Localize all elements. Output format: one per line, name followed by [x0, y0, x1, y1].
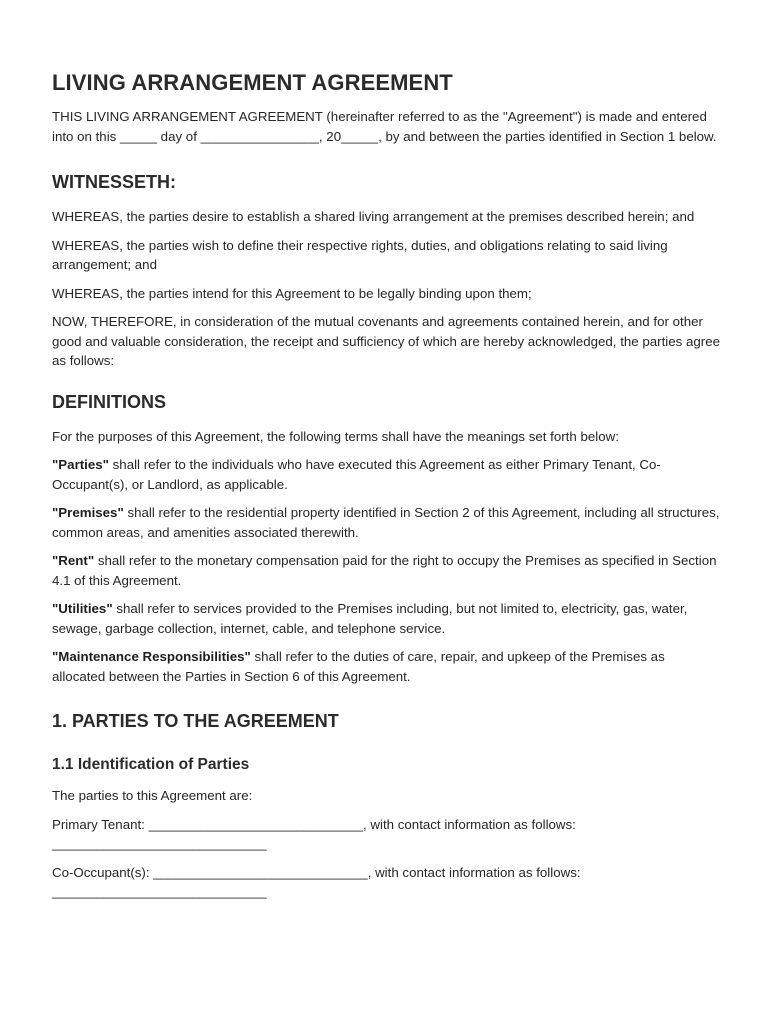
- witnesseth-heading: WITNESSETH:: [52, 172, 176, 192]
- primary-tenant-line: Primary Tenant: _____________________________, with contact information as follows:: [52, 816, 576, 832]
- definition-text: shall refer to the individuals who have executed this Agreement as either Primary Tenant, Co-Occupant(s), or Landlord, as applicable.: [52, 457, 661, 492]
- whereas-paragraph-3: WHEREAS, the parties intend for this Agreement to be legally binding upon them;: [52, 285, 532, 301]
- whereas-paragraph-2: WHEREAS, the parties wish to define their respective rights, duties, and obligations relating to said living arrangement; and: [52, 237, 668, 272]
- definition-term: "Premises": [52, 505, 124, 520]
- document-title: LIVING ARRANGEMENT AGREEMENT: [52, 70, 453, 95]
- co-occupant-line: Co-Occupant(s): _____________________________, with contact information as follows:: [52, 864, 581, 880]
- parties-intro: The parties to this Agreement are:: [52, 788, 253, 803]
- definition-term: "Parties": [52, 457, 109, 472]
- section-1-1-heading: 1.1 Identification of Parties: [52, 756, 250, 773]
- definition-text: shall refer to services provided to the Premises including, but not limited to, electricity, gas, water, sewage, garbage collection, internet, cable, and telephone service.: [52, 601, 688, 636]
- definition-premises: [52, 503, 720, 542]
- primary-tenant-contact-blank: _____________________________: [52, 836, 267, 851]
- definitions-heading: DEFINITIONS: [52, 391, 167, 412]
- definition-text: shall refer to the monetary compensation paid for the right to occupy the Premises as specified in Section 4.1 of this Agreement.: [52, 553, 717, 588]
- definition-maintenance: [52, 647, 720, 686]
- definition-term: "Rent": [52, 553, 95, 568]
- definition-utilities: [52, 599, 720, 638]
- definition-text: shall refer to the duties of care, repair, and upkeep of the Premises as allocated between the Parties in Section 6 of this Agreement.: [52, 649, 665, 684]
- definition-term: "Maintenance Responsibilities": [52, 649, 251, 664]
- definitions-intro: For the purposes of this Agreement, the following terms shall have the meanings set forth below:: [52, 428, 619, 444]
- definition-rent: [52, 551, 720, 590]
- now-therefore-paragraph: NOW, THEREFORE, in consideration of the mutual covenants and agreements contained herein, and for other good and valuable consideration, the receipt and sufficiency of which are hereby acknowledged, the parties agree as follows:: [52, 314, 720, 368]
- definition-term: "Utilities": [52, 601, 113, 616]
- co-occupant-contact-blank: _____________________________: [52, 884, 267, 899]
- agreement-document: [52, 70, 720, 902]
- definition-text: shall refer to the residential property identified in Section 2 of this Agreement, including all structures, common areas, and amenities associated therewith.: [52, 505, 720, 540]
- definition-parties: [52, 455, 720, 494]
- whereas-paragraph-1: WHEREAS, the parties desire to establish a shared living arrangement at the premises described herein; and: [52, 209, 695, 224]
- intro-paragraph: THIS LIVING ARRANGEMENT AGREEMENT (hereinafter referred to as the "Agreement") is made and entered into on this _____ day of ________________, 20_____, by and between the parties identified in Section 1 below.: [52, 109, 717, 144]
- section-1-heading: 1. PARTIES TO THE AGREEMENT: [52, 711, 339, 731]
